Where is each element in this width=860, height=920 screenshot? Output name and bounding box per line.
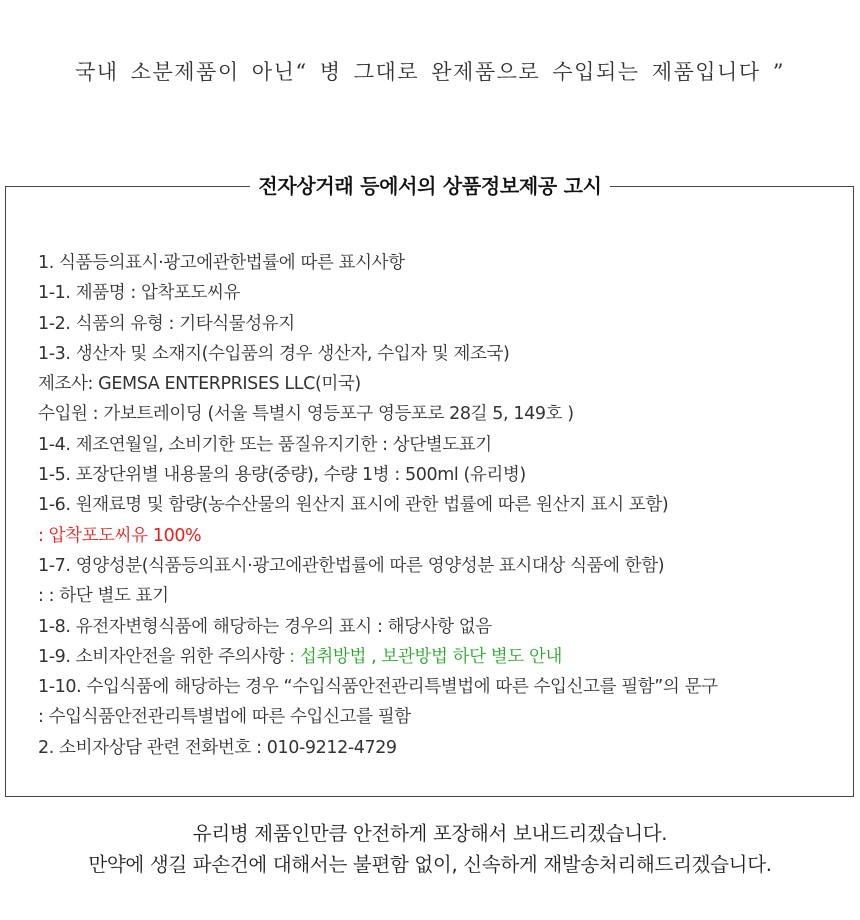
- notice-line-text-red: : 압착포도씨유 100%: [38, 525, 202, 546]
- notice-line-highlight-green: : 섭취방법 , 보관방법 하단 별도 안내: [289, 646, 562, 667]
- notice-line-text: 1-8. 유전자변형식품에 해당하는 경우의 표시 : 해당사항 없음: [38, 616, 492, 637]
- notice-line-import-declaration: [38, 702, 848, 732]
- notice-line-1-7: [38, 551, 848, 581]
- notice-line-1: [38, 248, 848, 278]
- notice-line-importer: [38, 399, 848, 429]
- notice-line-1-6: [38, 490, 848, 520]
- notice-line-1-10: [38, 672, 848, 702]
- notice-line-text: 1-6. 원재료명 및 함량(농수산물의 원산지 표시에 관한 법률에 따른 원산지 표시 포함): [38, 495, 669, 516]
- notice-line-1-9: [38, 642, 848, 672]
- notice-line-1-3: [38, 339, 848, 369]
- notice-line-text: 1-7. 영양성분(식품등의표시·광고에관한법률에 따른 영양성분 표시대상 식품에 한함): [38, 555, 665, 576]
- notice-line-ingredients: [38, 521, 848, 551]
- notice-line-text: 1-2. 식품의 유형 : 기타식물성유지: [38, 313, 295, 334]
- notice-line-text: 1-4. 제조연월일, 소비기한 또는 품질유지기한 : 상단별도표기: [38, 434, 492, 455]
- notice-line-text: 2. 소비자상담 관련 전화번호 : 010-9212-4729: [38, 737, 397, 758]
- top-notice-text: 국내 소분제품이 아닌“ 병 그대로 완제품으로 수입되는 제품입니다 ”: [74, 60, 786, 84]
- notice-line-text: 1-10. 수입식품에 해당하는 경우 “수입식품안전관리특별법에 따른 수입신고를 필함”의 문구: [38, 677, 718, 698]
- notice-line-1-1: [38, 278, 848, 308]
- notice-line-text: : : 하단 별도 표기: [38, 586, 169, 607]
- notice-line-text: 1. 식품등의표시·광고에관한법률에 따른 표시사항: [38, 253, 405, 273]
- notice-line-1-5: [38, 460, 848, 490]
- notice-line-text: 1-3. 생산자 및 소재지(수입품의 경우 생산자, 수입자 및 제조국): [38, 343, 510, 364]
- notice-line-nutrition: [38, 581, 848, 611]
- notice-line-text: 1-9. 소비자안전을 위한 주의사항: [38, 646, 285, 667]
- notice-line-text: 제조사: GEMSA ENTERPRISES LLC(미국): [38, 374, 361, 395]
- bottom-notice-line-2: 만약에 생길 파손건에 대해서는 불편함 없이, 신속하게 재발송처리해드리겠습니다.: [88, 853, 772, 876]
- notice-line-text: : 수입식품안전관리특별법에 따른 수입신고를 필함: [38, 707, 411, 728]
- notice-line-1-4: [38, 430, 848, 460]
- notice-line-2: [38, 733, 848, 763]
- notice-line-text: 수입원 : 가보트레이딩 (서울 특별시 영등포구 영등포로 28길 5, 149호 ): [38, 404, 574, 425]
- bottom-notice-line-1: 유리병 제품인만큼 안전하게 포장해서 보내드리겠습니다.: [192, 822, 668, 845]
- notice-title: 전자상거래 등에서의 상품정보제공 고시: [250, 170, 609, 199]
- notice-line-text: 1-5. 포장단위별 내용물의 용량(중량), 수량 1병 : 500ml (유리병): [38, 465, 526, 486]
- notice-lines-list: [38, 248, 848, 763]
- bottom-notice: [0, 818, 860, 880]
- notice-line-1-2: [38, 309, 848, 339]
- notice-line-text: 1-1. 제품명 : 압착포도씨유: [38, 283, 241, 304]
- notice-line-manufacturer: [38, 369, 848, 399]
- notice-line-1-8: [38, 612, 848, 642]
